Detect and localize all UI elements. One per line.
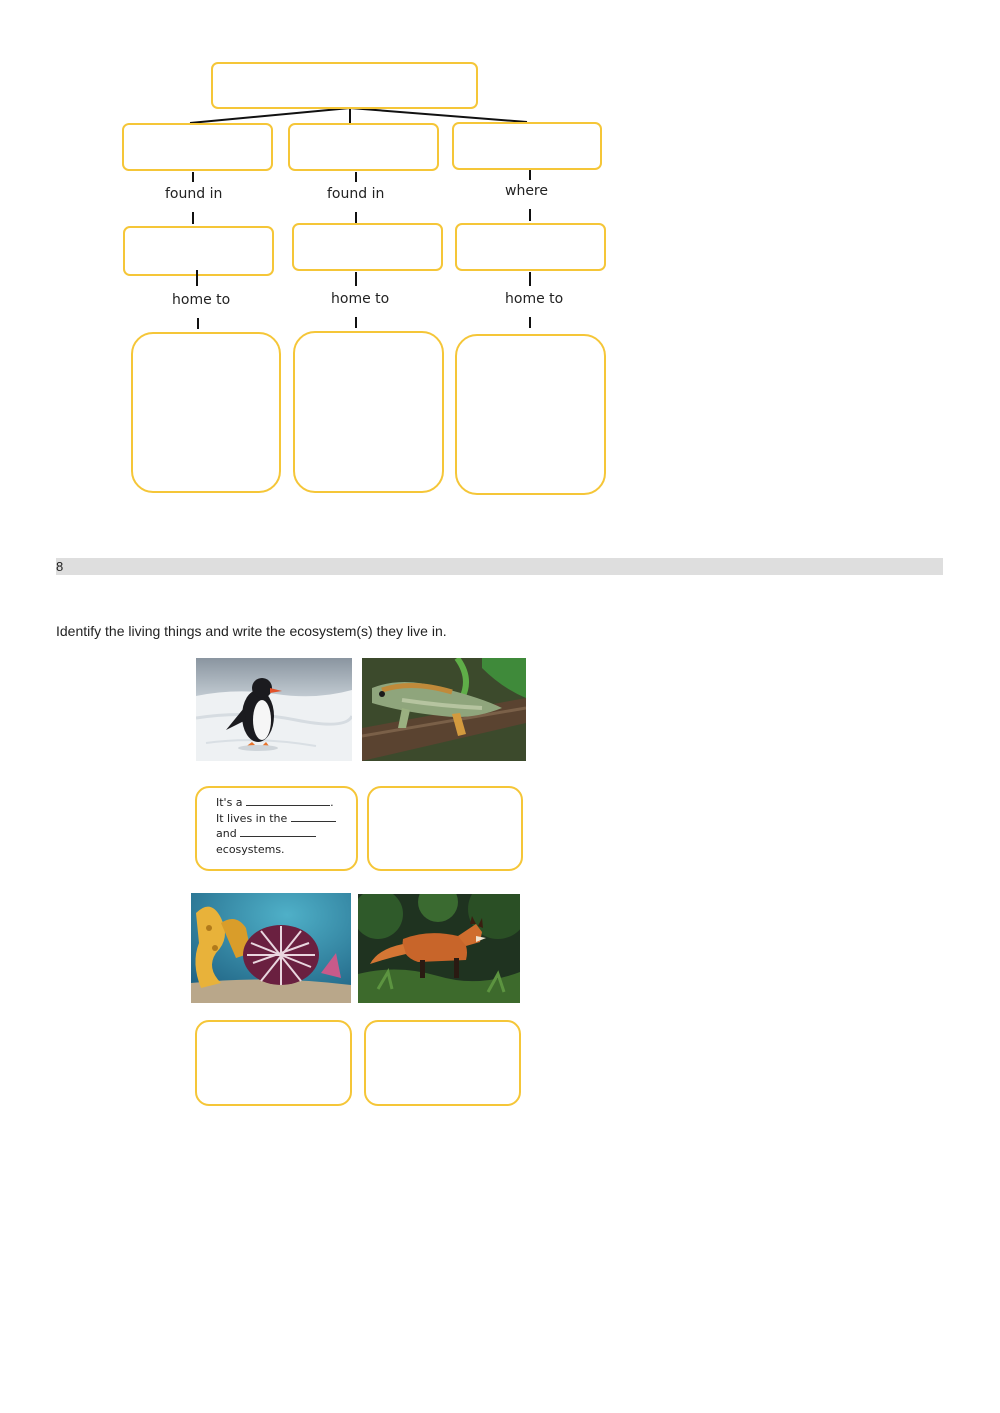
link-label-found-in: found in [327,186,385,202]
link-label-home-to: home to [172,292,231,308]
ecosystem-box-1[interactable] [123,226,274,276]
category-box-2[interactable] [288,123,439,171]
cloze-blank-ecosystem-2[interactable] [240,826,316,837]
cloze-text [216,795,336,857]
cloze-line-3: and [216,827,237,840]
tick [192,212,194,224]
ecosystem-box-2[interactable] [292,223,443,271]
cloze-blank-animal[interactable] [246,795,330,806]
tick [529,272,531,286]
cloze-blank-ecosystem-1[interactable] [291,811,336,822]
cloze-line-1-start: It's a [216,796,243,809]
tick [355,317,357,328]
section-band [56,558,943,575]
ecosystem-box-3[interactable] [455,223,606,271]
tick [529,209,531,221]
link-label-home-to: home to [331,291,390,307]
sea-urchin-photo [191,893,351,1003]
answer-box-fox[interactable] [364,1020,521,1106]
tick [355,172,357,182]
fox-photo [358,894,520,1003]
section-number: 8 [56,559,64,574]
tick [197,318,199,329]
instruction-text: Identify the living things and write the ecosystem(s) they live in. [56,623,447,639]
tick [529,317,531,328]
link-label-found-in: found in [165,186,223,202]
tick [355,272,357,286]
link-label-where: where [505,183,548,199]
tick [196,270,198,286]
top-concept-box[interactable] [211,62,478,109]
iguana-photo [362,658,526,761]
tick [529,170,531,180]
answer-box-iguana[interactable] [367,786,523,871]
cloze-line-2: It lives in the [216,811,288,825]
answer-box-sea-urchin[interactable] [195,1020,352,1106]
tick [192,172,194,182]
cloze-line-4: ecosystems. [216,842,285,856]
category-box-3[interactable] [452,122,602,170]
organisms-box-1[interactable] [131,332,281,493]
organisms-box-3[interactable] [455,334,606,495]
cloze-line-1-end: . [330,796,334,809]
category-box-1[interactable] [122,123,273,171]
link-label-home-to: home to [505,291,564,307]
organisms-box-2[interactable] [293,331,444,493]
penguin-photo [196,658,352,761]
